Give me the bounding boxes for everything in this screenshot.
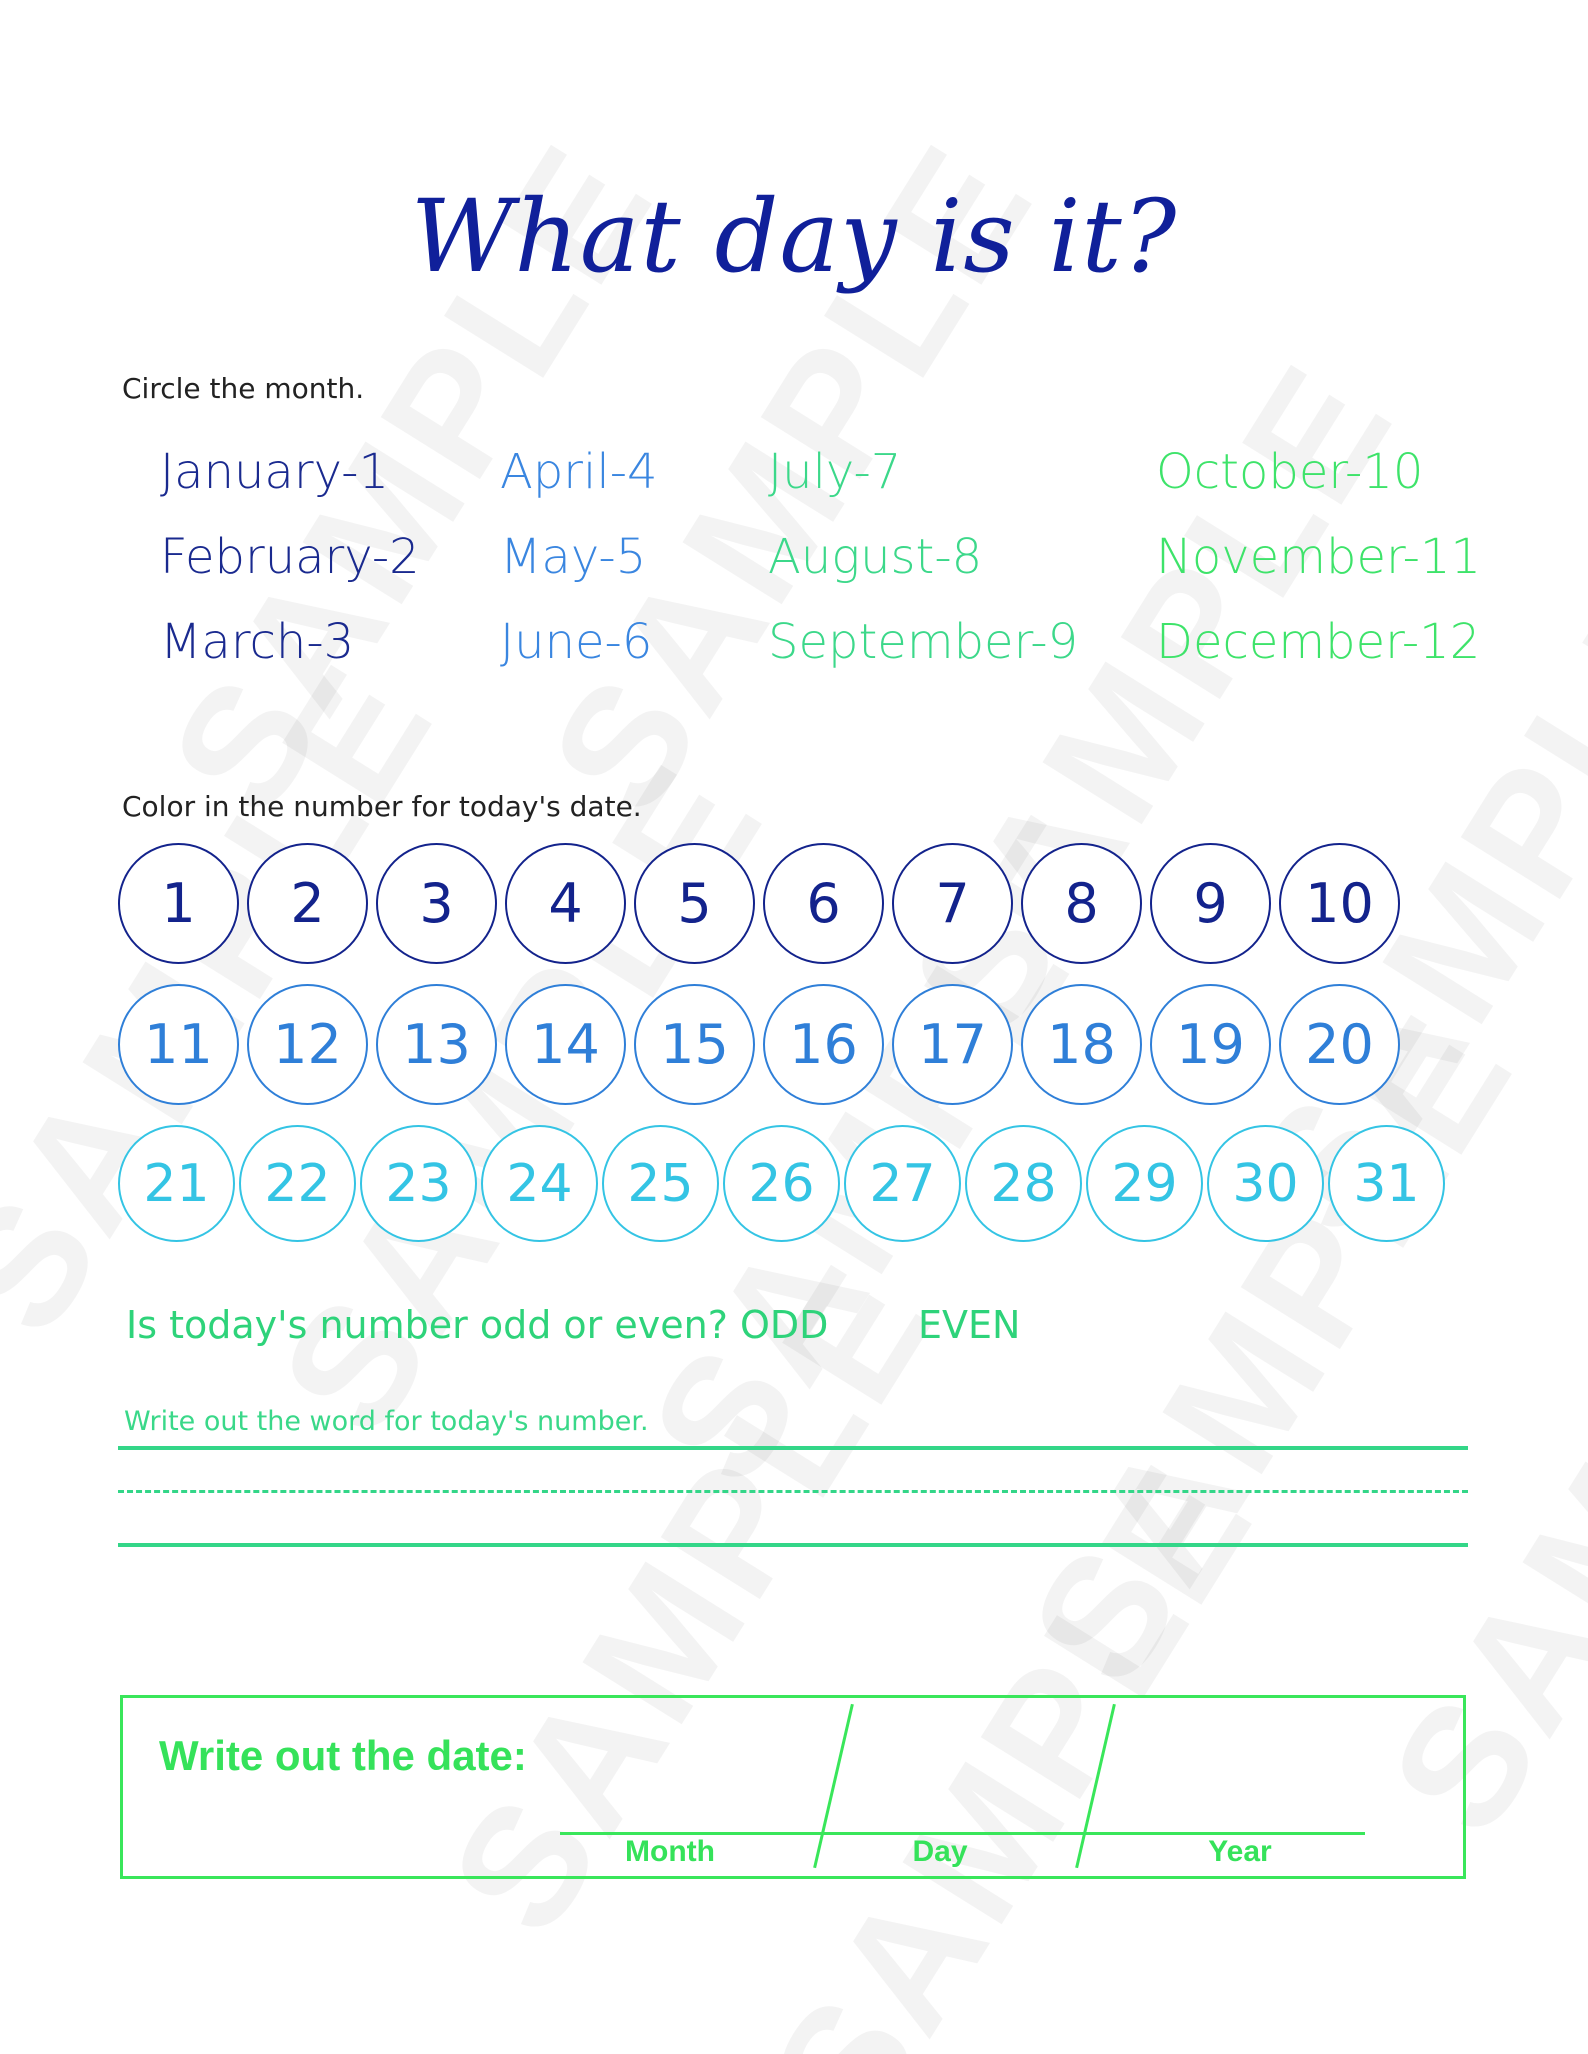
date-circle[interactable]: 26 (723, 1125, 840, 1242)
date-circle[interactable]: 7 (892, 843, 1013, 964)
date-circle[interactable]: 3 (376, 843, 497, 964)
month-option[interactable]: November-11 (1156, 529, 1482, 585)
number-row-2 (118, 984, 1445, 1105)
number-row-3 (118, 1125, 1445, 1242)
month-option[interactable]: March-3 (160, 614, 355, 670)
date-circle[interactable]: 10 (1279, 843, 1400, 964)
number-instruction: Color in the number for today's date. (122, 790, 642, 823)
date-circle[interactable]: 2 (247, 843, 368, 964)
month-column-3 (768, 430, 1078, 685)
date-circle[interactable]: 25 (602, 1125, 719, 1242)
writing-bottom-line[interactable] (118, 1543, 1468, 1547)
month-option[interactable]: September-9 (768, 614, 1079, 670)
date-circle[interactable]: 19 (1150, 984, 1271, 1105)
date-circle[interactable]: 9 (1150, 843, 1271, 964)
even-option[interactable]: EVEN (918, 1303, 1021, 1347)
writing-top-line (118, 1446, 1468, 1450)
year-caption: Year (1208, 1835, 1272, 1868)
month-option[interactable]: December-12 (1156, 614, 1481, 670)
date-circle[interactable]: 29 (1086, 1125, 1203, 1242)
date-circle[interactable]: 28 (965, 1125, 1082, 1242)
date-circle[interactable]: 12 (247, 984, 368, 1105)
odd-even-question: Is today's number odd or even? (126, 1303, 728, 1347)
date-circle[interactable]: 18 (1021, 984, 1142, 1105)
date-circle[interactable]: 23 (360, 1125, 477, 1242)
number-grid (118, 843, 1445, 1262)
page-title: What day is it? (410, 178, 1178, 295)
date-circle[interactable]: 27 (844, 1125, 961, 1242)
date-circle[interactable]: 1 (118, 843, 239, 964)
month-option[interactable]: June-6 (500, 614, 653, 670)
month-column-1 (160, 430, 420, 685)
date-circle[interactable]: 4 (505, 843, 626, 964)
writing-mid-dashed-line (118, 1490, 1468, 1493)
month-option[interactable]: January-1 (160, 444, 389, 500)
word-instruction: Write out the word for today's number. (124, 1406, 649, 1437)
date-circle[interactable]: 24 (481, 1125, 598, 1242)
month-option[interactable]: October-10 (1156, 444, 1424, 500)
date-circle[interactable]: 31 (1328, 1125, 1445, 1242)
month-option[interactable]: April-4 (500, 444, 658, 500)
day-caption: Day (912, 1835, 968, 1868)
date-circle[interactable]: 8 (1021, 843, 1142, 964)
month-caption: Month (625, 1835, 715, 1868)
date-circle[interactable]: 17 (892, 984, 1013, 1105)
month-column-2 (500, 430, 658, 685)
date-circle[interactable]: 11 (118, 984, 239, 1105)
number-row-1 (118, 843, 1445, 964)
month-option[interactable]: August-8 (768, 529, 983, 585)
odd-option[interactable]: ODD (740, 1303, 829, 1347)
date-circle[interactable]: 13 (376, 984, 497, 1105)
date-circle[interactable]: 20 (1279, 984, 1400, 1105)
date-circle[interactable]: 30 (1207, 1125, 1324, 1242)
date-circle[interactable]: 15 (634, 984, 755, 1105)
month-option[interactable]: February-2 (160, 529, 420, 585)
month-option[interactable]: July-7 (768, 444, 902, 500)
date-circle[interactable]: 14 (505, 984, 626, 1105)
date-circle[interactable]: 21 (118, 1125, 235, 1242)
month-option[interactable]: May-5 (500, 529, 647, 585)
month-instruction: Circle the month. (122, 372, 365, 405)
date-title: Write out the date: (159, 1732, 527, 1779)
date-circle[interactable]: 16 (763, 984, 884, 1105)
month-column-4 (1156, 430, 1481, 685)
date-circle[interactable]: 5 (634, 843, 755, 964)
date-circle[interactable]: 22 (239, 1125, 356, 1242)
date-circle[interactable]: 6 (763, 843, 884, 964)
